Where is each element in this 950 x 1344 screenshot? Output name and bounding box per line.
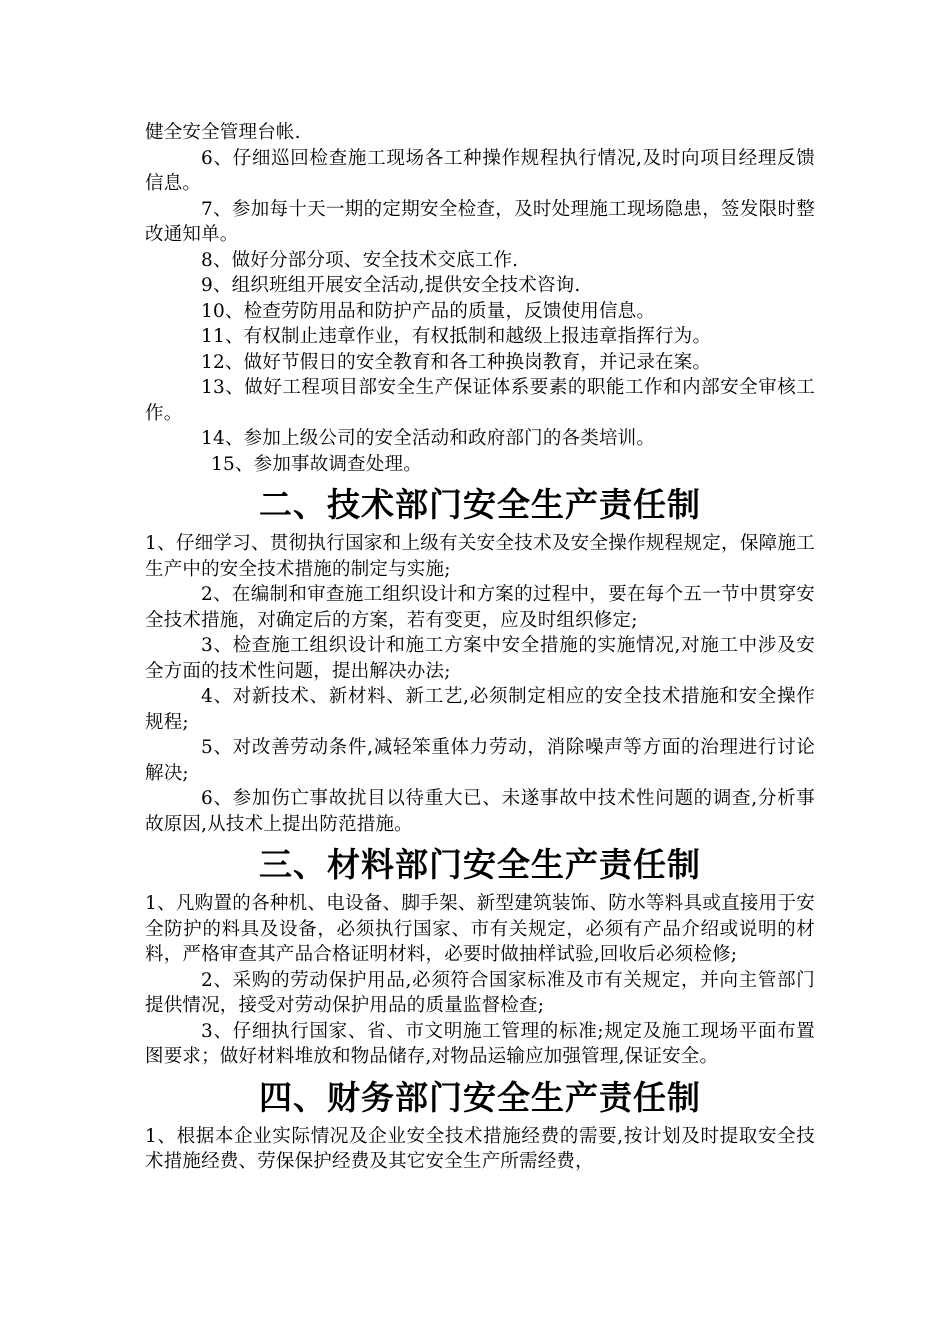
duty-item-14: 14、参加上级公司的安全活动和政府部门的各类培训。	[201, 428, 656, 449]
duty-item-8: 8、做好分部分项、安全技术交底工作.	[201, 249, 519, 271]
duty-item-13: 13、做好工程项目部安全生产保证体系要素的职能工作和内部安全审核工作。	[145, 377, 815, 424]
document-body	[145, 120, 815, 1175]
technical-item-1: 1、仔细学习、贯彻执行国家和上级有关安全技术及安全操作规程规定，保障施工生产中的安全技术措施的制定与实施;	[145, 533, 815, 580]
materials-item-2: 2、采购的劳动保护用品,必须符合国家标准及市有关规定，并向主管部门提供情况，接受对劳动保护用品的质量监督检查;	[145, 969, 815, 1016]
technical-item-2: 2、在编制和审查施工组织设计和方案的过程中，要在每个五一节中贯穿安全技术措施，对确定后的方案，若有变更，应及时组织修定;	[145, 584, 815, 631]
technical-item-6: 6、参加伤亡事故扰目以待重大已、未遂事故中技术性问题的调查,分析事故原因,从技术上提出防范措施。	[145, 788, 815, 835]
technical-item-4: 4、对新技术、新材料、新工艺,必须制定相应的安全技术措施和安全操作规程;	[145, 686, 815, 733]
section-heading-technical: 二、技术部门安全生产责任制	[259, 485, 701, 524]
section-heading-materials: 三、材料部门安全生产责任制	[259, 845, 701, 884]
duty-item-9: 9、组织班组开展安全活动,提供安全技术咨询.	[201, 275, 581, 296]
section-heading-finance: 四、财务部门安全生产责任制	[259, 1077, 701, 1117]
materials-item-3: 3、仔细执行国家、省、市文明施工管理的标准;规定及施工现场平面布置图要求；做好材料堆放和物品储存,对物品运输应加强管理,保证安全。	[145, 1020, 815, 1067]
finance-item-1: 1、根据本企业实际情况及企业安全技术措施经费的需要,按计划及时提取安全技术措施经费、劳保保护经费及其它安全生产所需经费，	[145, 1125, 815, 1172]
duty-item-6: 6、仔细巡回检查施工现场各工种操作规程执行情况,及时向项目经理反馈信息。	[145, 147, 815, 194]
paragraph-continuation: 健全安全管理台帐.	[145, 122, 301, 143]
duty-item-10: 10、检查劳防用品和防护产品的质量，反馈使用信息。	[201, 300, 656, 322]
duty-item-15: 15、参加事故调查处理。	[211, 453, 422, 475]
technical-item-3: 3、检查施工组织设计和施工方案中安全措施的实施情况,对施工中涉及安全方面的技术性问题，提出解决办法;	[145, 635, 815, 682]
duty-item-11: 11、有权制止违章作业，有权抵制和越级上报违章指挥行为。	[201, 326, 712, 347]
duty-item-12: 12、做好节假日的安全教育和各工种换岗教育，并记录在案。	[201, 351, 712, 373]
duty-item-7: 7、参加每十天一期的定期安全检查，及时处理施工现场隐患，签发限时整改通知单。	[145, 198, 815, 245]
technical-item-5: 5、对改善劳动条件,减轻笨重体力劳动，消除噪声等方面的治理进行讨论解决;	[145, 737, 815, 784]
materials-item-1: 1、凡购置的各种机、电设备、脚手架、新型建筑装饰、防水等料具或直接用于安全防护的料具及设备，必须执行国家、市有关规定，必须有产品介绍或说明的材料，严格审查其产品合格证明材料，必要时做抽样试验,回收后必须检修;	[145, 893, 815, 965]
